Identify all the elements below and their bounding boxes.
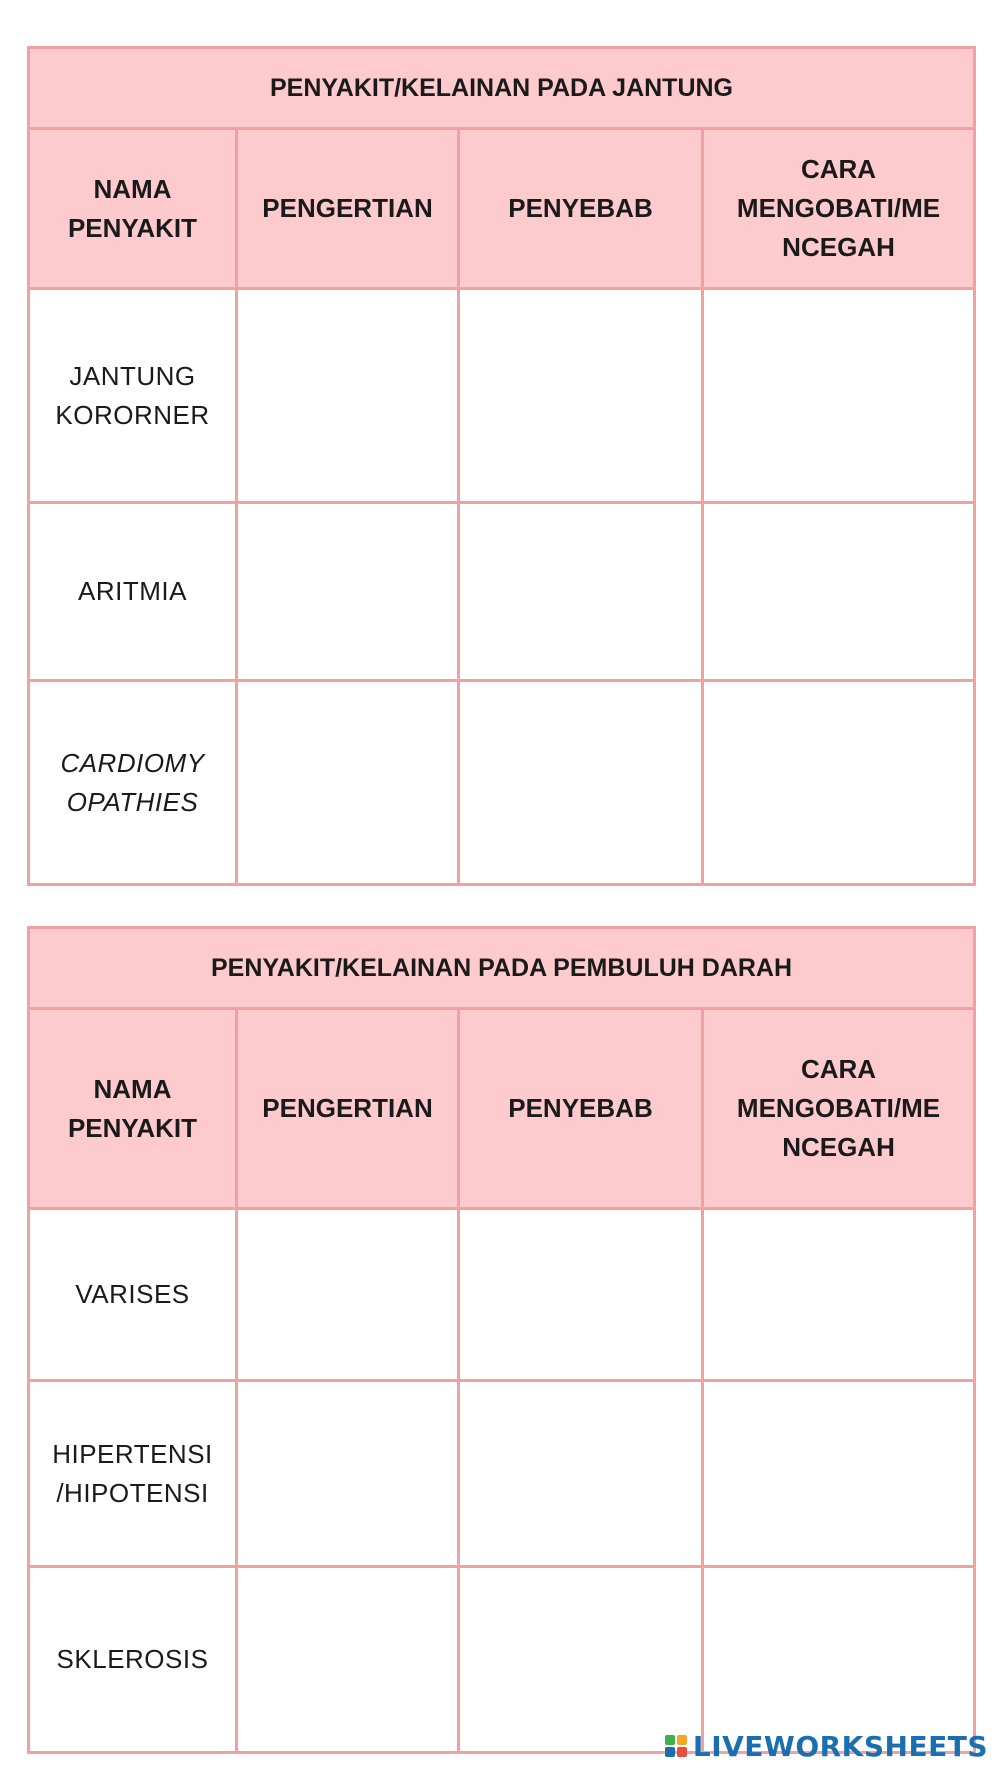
answer-cell-cause[interactable]	[459, 503, 703, 681]
answer-cell-treatment[interactable]	[703, 1567, 975, 1753]
answer-cell-cause[interactable]	[459, 1567, 703, 1753]
answer-cell-treatment[interactable]	[703, 503, 975, 681]
table-row	[29, 1209, 975, 1381]
answer-cell-treatment[interactable]	[703, 681, 975, 885]
column-header-cause: PENYEBAB	[459, 1009, 703, 1209]
table-row	[29, 681, 975, 885]
liveworksheets-watermark	[665, 1730, 988, 1763]
table-row	[29, 1567, 975, 1753]
answer-cell-cause[interactable]	[459, 289, 703, 503]
answer-cell-definition[interactable]	[237, 1567, 459, 1753]
table-row	[29, 1381, 975, 1567]
answer-cell-definition[interactable]	[237, 1381, 459, 1567]
answer-cell-definition[interactable]	[237, 681, 459, 885]
disease-name: CARDIOMY OPATHIES	[29, 681, 237, 885]
column-header-definition: PENGERTIAN	[237, 1009, 459, 1209]
disease-name: VARISES	[29, 1209, 237, 1381]
table-title: PENYAKIT/KELAINAN PADA PEMBULUH DARAH	[29, 928, 975, 1009]
disease-name: SKLEROSIS	[29, 1567, 237, 1753]
answer-cell-definition[interactable]	[237, 1209, 459, 1381]
answer-cell-definition[interactable]	[237, 503, 459, 681]
column-header-treatment: CARA MENGOBATI/ME NCEGAH	[703, 129, 975, 289]
column-header-treatment: CARA MENGOBATI/ME NCEGAH	[703, 1009, 975, 1209]
column-header-name: NAMA PENYAKIT	[29, 1009, 237, 1209]
disease-name: JANTUNG KORORNER	[29, 289, 237, 503]
liveworksheets-logo-icon	[665, 1735, 689, 1759]
disease-name: ARITMIA	[29, 503, 237, 681]
answer-cell-treatment[interactable]	[703, 1209, 975, 1381]
column-header-name: NAMA PENYAKIT	[29, 129, 237, 289]
answer-cell-treatment[interactable]	[703, 1381, 975, 1567]
column-header-cause: PENYEBAB	[459, 129, 703, 289]
blood-vessel-disease-table	[27, 926, 976, 1754]
watermark-text: LIVEWORKSHEETS	[692, 1730, 988, 1763]
answer-cell-cause[interactable]	[459, 1381, 703, 1567]
table-title: PENYAKIT/KELAINAN PADA JANTUNG	[29, 48, 975, 129]
column-header-definition: PENGERTIAN	[237, 129, 459, 289]
disease-name: HIPERTENSI /HIPOTENSI	[29, 1381, 237, 1567]
table-row	[29, 289, 975, 503]
answer-cell-cause[interactable]	[459, 681, 703, 885]
answer-cell-definition[interactable]	[237, 289, 459, 503]
table-row	[29, 503, 975, 681]
heart-disease-table	[27, 46, 976, 886]
answer-cell-treatment[interactable]	[703, 289, 975, 503]
answer-cell-cause[interactable]	[459, 1209, 703, 1381]
